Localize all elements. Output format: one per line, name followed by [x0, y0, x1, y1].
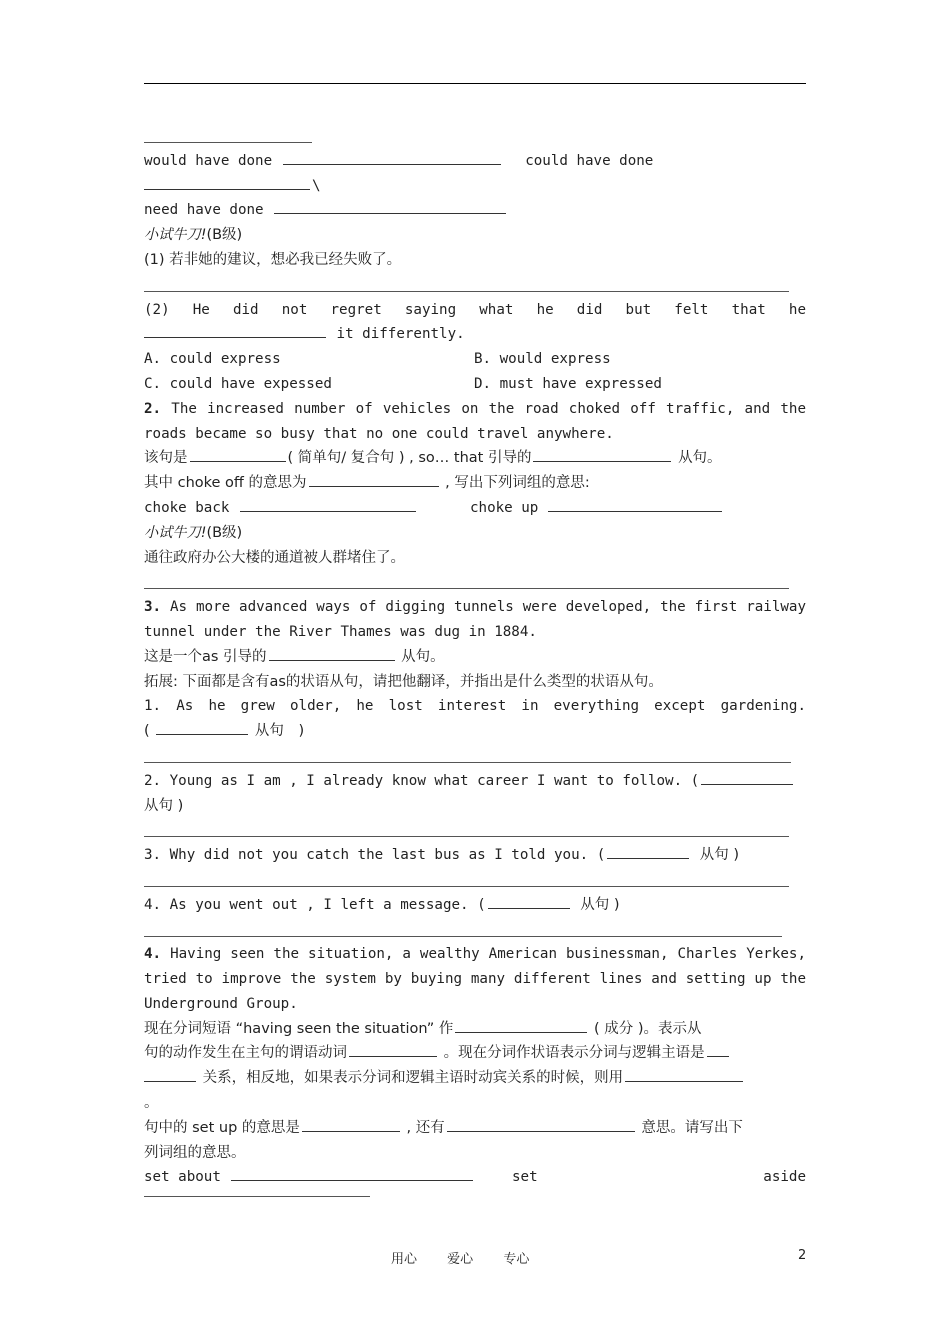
answer-line: [144, 918, 806, 943]
section-2-q1: [144, 446, 806, 471]
prompt-text: ( 成分 )。表示从: [593, 1020, 702, 1037]
trial-heading: [144, 223, 806, 248]
answer-rule[interactable]: [144, 588, 789, 589]
prompt-text: 关系，相反地，如果表示分词和逻辑主语时动宾关系的时候，则用: [202, 1070, 624, 1087]
example-text: 4. As you went out , I left a message. (: [144, 896, 486, 913]
footer-word: 用心: [391, 1252, 418, 1267]
paren: (: [144, 723, 150, 740]
would-have-done-line: [144, 149, 806, 174]
answer-blank[interactable]: [144, 322, 326, 338]
example-text: 3. Why did not you catch the last bus as I told you. (: [144, 847, 606, 864]
options-row-1: [144, 347, 806, 372]
sentence-text: The increased number of vehicles on the road choked off traffic, and the: [171, 400, 806, 417]
translate-prompt: [144, 546, 806, 571]
translate-text: 通往政府办公大楼的通道被人群堵住了。: [144, 549, 405, 566]
section-4-p2: [144, 1041, 806, 1066]
answer-blank[interactable]: [488, 893, 570, 909]
answer-blank[interactable]: [156, 719, 248, 735]
sentence-text: As more advanced ways of digging tunnels were developed, the first railway: [170, 599, 807, 616]
example-2: [144, 769, 806, 794]
clause-label: 从句 ): [144, 797, 184, 814]
section-number: 2.: [144, 400, 162, 417]
set-phrases-row: [144, 1165, 806, 1190]
prompt-text: 句中的 set up 的意思是: [144, 1119, 300, 1136]
page-number: 2: [798, 1248, 807, 1263]
answer-blank[interactable]: [349, 1041, 437, 1057]
option-a[interactable]: A. could express: [144, 351, 281, 368]
prompt-text: 。: [144, 1095, 159, 1112]
sentence-text: tried to improve the system by buying many different lines and setting up the: [144, 971, 806, 988]
option-c[interactable]: C. could have expessed: [144, 375, 332, 392]
phrase-could-have-done: could have done: [525, 152, 654, 169]
answer-blank[interactable]: [607, 843, 689, 859]
answer-line: [144, 570, 806, 595]
prompt-text: 拓展: 下面都是含有as的状语从句，请把他翻译，并指出是什么类型的状语从句。: [144, 673, 663, 690]
option-b[interactable]: B. would express: [474, 351, 611, 368]
section-number: 3.: [144, 599, 162, 616]
answer-rule[interactable]: [144, 1196, 370, 1197]
prompt-text: 现在分词短语 “having seen the situation” 作: [144, 1020, 454, 1037]
question-2-line1: [144, 298, 806, 323]
prompt-text: ( 简单句/ 复合句 ) , so… that 引导的: [287, 450, 532, 467]
phrase-set: set: [512, 1169, 538, 1186]
prompt-text: , 写出下列词组的意思:: [445, 475, 590, 492]
answer-rule[interactable]: [144, 762, 791, 763]
answer-blank[interactable]: [455, 1017, 587, 1033]
phrase-choke-back: choke back: [144, 499, 230, 516]
section-number: 4.: [144, 946, 162, 963]
example-4: [144, 893, 806, 918]
section-4-p1: [144, 1017, 806, 1042]
answer-rule[interactable]: [144, 291, 789, 292]
option-d[interactable]: D. must have expressed: [474, 375, 662, 392]
trial-heading: [144, 521, 806, 546]
section-4-p6: [144, 1141, 806, 1166]
phrase-choke-up: choke up: [470, 499, 539, 516]
phrase-choke-up-wrap: [470, 496, 724, 521]
answer-blank[interactable]: [447, 1116, 635, 1132]
prompt-text: 该句是: [144, 450, 188, 467]
example-2-tail: [144, 794, 806, 819]
example-text: 2. Young as I am , I already know what career I want to follow. (: [144, 772, 700, 789]
prompt-text: 句的动作发生在主句的谓语动词: [144, 1045, 347, 1062]
footer-word: 爱心: [447, 1252, 474, 1267]
phrase-would-have-done: would have done: [144, 152, 273, 169]
extension-prompt: [144, 670, 806, 695]
sentence-text: Underground Group.: [144, 995, 298, 1012]
question-1-text: (1) 若非她的建议，想必我已经失败了。: [144, 251, 402, 268]
sentence-text: Having seen the situation, a wealthy American businessman, Charles Yerkes,: [170, 946, 807, 963]
answer-blank[interactable]: [625, 1066, 743, 1082]
paren: ): [298, 723, 305, 740]
section-2-line1: [144, 397, 806, 422]
header-rule: [144, 83, 806, 84]
prompt-text: 意思。请写出下: [641, 1119, 743, 1136]
question-2-line2: [144, 322, 806, 347]
example-1-answer: [144, 719, 806, 744]
clause-label: 从句 ): [699, 847, 740, 864]
answer-rule[interactable]: [144, 886, 789, 887]
options-row-2: [144, 372, 806, 397]
answer-line: [144, 818, 806, 843]
sentence-text: tunnel under the River Thames was dug in 1884.: [144, 623, 537, 640]
example-text: 1. As he grew older, he lost interest in everything except gardening.: [144, 698, 806, 715]
answer-rule[interactable]: [144, 936, 782, 937]
prompt-text: 列词组的意思。: [144, 1144, 246, 1161]
example-3: [144, 843, 806, 868]
answer-blank[interactable]: [701, 769, 793, 785]
answer-blank[interactable]: [283, 149, 501, 165]
phrase-row: [144, 496, 806, 521]
prompt-text: 从句。: [401, 648, 445, 665]
need-have-done-line: [144, 198, 806, 223]
answer-blank[interactable]: [269, 645, 395, 661]
blank-line: [144, 124, 806, 149]
answer-rule[interactable]: [144, 836, 789, 837]
phrase-need-have-done: need have done: [144, 202, 264, 219]
section-4-p4: [144, 1091, 806, 1116]
footer-motto: [391, 1248, 555, 1267]
answer-blank[interactable]: [274, 198, 506, 214]
answer-line: [144, 744, 806, 769]
answer-blank[interactable]: [302, 1116, 400, 1132]
answer-line: [144, 273, 806, 298]
prompt-text: 从句。: [678, 450, 722, 467]
prompt-text: 这是一个as 引导的: [144, 648, 267, 665]
clause-label: 从句 ): [580, 896, 620, 913]
question-2-tail: it differently.: [336, 326, 465, 343]
stray-mark: \: [312, 177, 321, 194]
phrase-set-about: set about: [144, 1169, 221, 1186]
question-1: [144, 248, 806, 273]
footer-word: 专心: [503, 1252, 530, 1267]
answer-blank[interactable]: [707, 1041, 729, 1057]
answer-line: [144, 1190, 806, 1215]
answer-blank[interactable]: [231, 1165, 473, 1181]
answer-blank[interactable]: [190, 446, 286, 462]
section-4-line1: [144, 942, 806, 967]
answer-blank[interactable]: [144, 174, 310, 190]
question-2-text: (2) He did not regret saying what he did but felt that he: [144, 301, 806, 318]
example-1: [144, 694, 806, 719]
section-3-line2: [144, 620, 806, 645]
trial-label: 小试牛刀!: [144, 524, 207, 541]
page-content: [144, 124, 806, 1215]
clause-label: 从句: [254, 723, 284, 740]
phrase-aside: aside: [763, 1169, 806, 1186]
answer-blank[interactable]: [240, 496, 416, 512]
section-4-p5: [144, 1116, 806, 1141]
trial-level: (B级): [206, 524, 243, 541]
trial-label: 小试牛刀!: [144, 227, 207, 244]
section-4-line2: [144, 967, 806, 992]
prompt-text: 其中 choke off 的意思为: [144, 475, 307, 492]
prompt-text: 。现在分词作状语表示分词与逻辑主语是: [443, 1045, 705, 1062]
answer-blank[interactable]: [309, 471, 439, 487]
prompt-text: , 还有: [406, 1119, 445, 1136]
section-2-line2: [144, 422, 806, 447]
section-4-line3: [144, 992, 806, 1017]
page-footer: [0, 1248, 950, 1268]
section-3-q: [144, 645, 806, 670]
answer-line: [144, 868, 806, 893]
section-3-line1: [144, 595, 806, 620]
trial-level: (B级): [206, 227, 243, 244]
section-4-p3: [144, 1066, 806, 1091]
answer-blank[interactable]: [144, 1066, 196, 1082]
sentence-text: roads became so busy that no one could travel anywhere.: [144, 425, 614, 442]
section-2-q2: [144, 471, 806, 496]
answer-blank[interactable]: [533, 446, 671, 462]
blank-line: [144, 174, 806, 199]
answer-blank[interactable]: [548, 496, 722, 512]
